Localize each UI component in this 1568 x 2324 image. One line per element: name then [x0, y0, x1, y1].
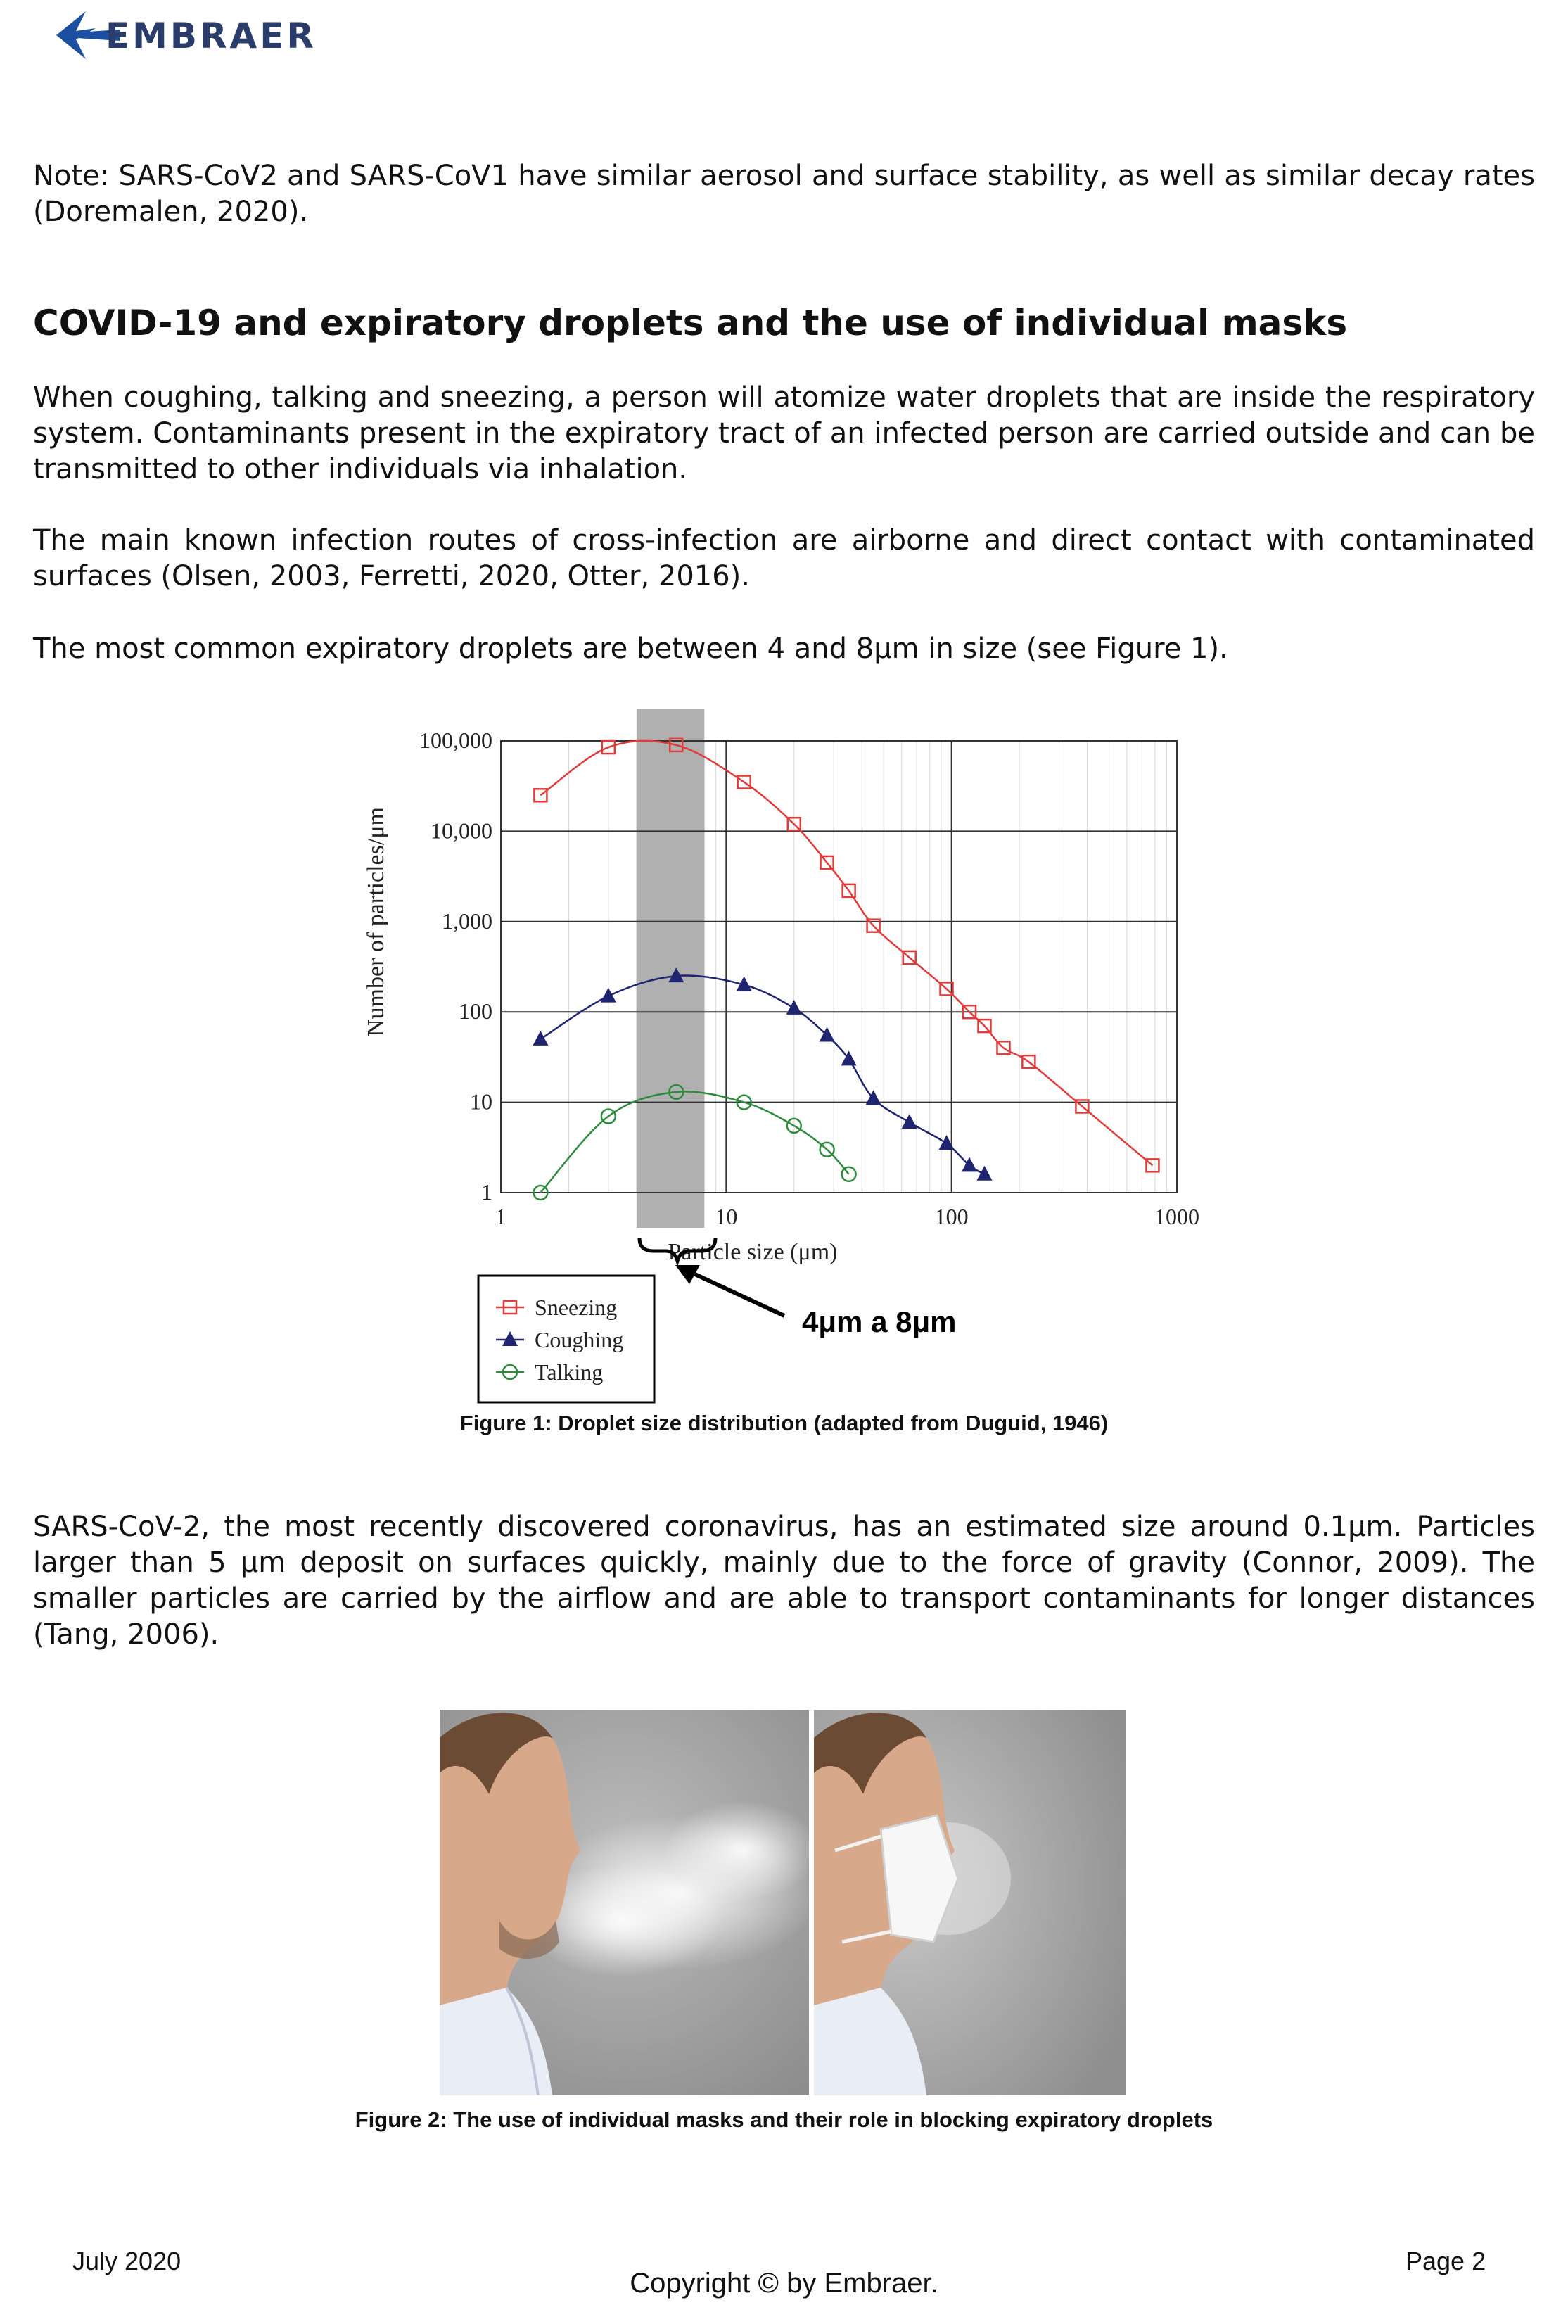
- y-tick-label: 10: [470, 1088, 492, 1115]
- footer-date: July 2020: [72, 2247, 181, 2275]
- photo-with-mask: [814, 1710, 1126, 2099]
- data-point-coughing: [902, 1114, 917, 1129]
- embraer-logo: [56, 10, 366, 63]
- legend-label: Coughing: [535, 1327, 624, 1352]
- photo-without-mask: [440, 1710, 809, 2099]
- legend-label: Sneezing: [535, 1295, 618, 1320]
- data-point-coughing: [786, 1000, 802, 1015]
- x-tick-label: 10: [715, 1204, 738, 1229]
- y-tick-label: 1,000: [442, 908, 492, 934]
- droplet-size-chart: [345, 697, 1231, 1411]
- annotation-arrow: [686, 1270, 784, 1316]
- chart-svg: [345, 697, 1231, 1407]
- figure1-caption: Figure 1: Droplet size distribution (adapted from Duguid, 1946): [459, 1411, 1109, 1435]
- paragraph-after-figure: SARS-CoV-2, the most recently discovered coronavirus, has an estimated size around 0.1μm. Particles larger than 5 μm deposit on surfaces quickly, mainly due to the force of gravity (Connor, 2009). The smaller particles are carried by the airflow and are able to transport contaminants for longer distances (Tang, 2006).: [33, 1511, 1535, 1651]
- data-point-coughing: [533, 1031, 548, 1046]
- chart-gridlines: [501, 741, 1177, 1193]
- highlight-band: [637, 709, 704, 1228]
- legend-label: Talking: [535, 1359, 604, 1385]
- size-annotation: 4μm a 8μm: [802, 1305, 957, 1338]
- figure2-caption: Figure 2: The use of individual masks and their role in blocking expiratory droplets: [355, 2107, 1213, 2132]
- series-line-coughing: [540, 976, 984, 1174]
- note-paragraph: Note: SARS-CoV2 and SARS-CoV1 have similar aerosol and surface stability, as well as similar decay rates (Doremalen, 2020).: [33, 160, 1535, 228]
- x-tick-label: 1000: [1154, 1204, 1199, 1229]
- y-tick-label: 100,000: [419, 728, 492, 753]
- section-title: COVID-19 and expiratory droplets and the use of individual masks: [33, 303, 1348, 343]
- axis-ticks: [419, 728, 1199, 1229]
- data-point-coughing: [601, 988, 616, 1003]
- y-tick-label: 1: [481, 1179, 492, 1205]
- logo-text: EMBRAER: [106, 15, 317, 56]
- footer-page: Page 2: [1406, 2247, 1486, 2275]
- x-tick-label: 100: [934, 1204, 969, 1229]
- data-point-coughing: [976, 1166, 992, 1181]
- footer-copyright: Copyright © by Embraer.: [630, 2268, 938, 2299]
- y-tick-label: 10,000: [431, 818, 492, 844]
- series-group: [533, 739, 1159, 1200]
- y-axis-label: Number of particles/μm: [363, 806, 389, 1037]
- y-tick-label: 100: [459, 998, 492, 1024]
- paragraph-2: The main known infection routes of cross-infection are airborne and direct contact with contaminated surfaces (Olsen, 2003, Ferretti, 2020, Otter, 2016).: [33, 524, 1535, 592]
- x-tick-label: 1: [495, 1204, 506, 1229]
- paragraph-1: When coughing, talking and sneezing, a person will atomize water droplets that are inside the respiratory system. Contaminants present in the expiratory tract of an infected person are carried outside and can be transmitted to other individuals via inhalation.: [33, 381, 1535, 485]
- plot-frame: [501, 741, 1177, 1193]
- x-axis-label: Particle size (μm): [668, 1239, 838, 1265]
- paragraph-3: The most common expiratory droplets are between 4 and 8μm in size (see Figure 1).: [33, 633, 1228, 665]
